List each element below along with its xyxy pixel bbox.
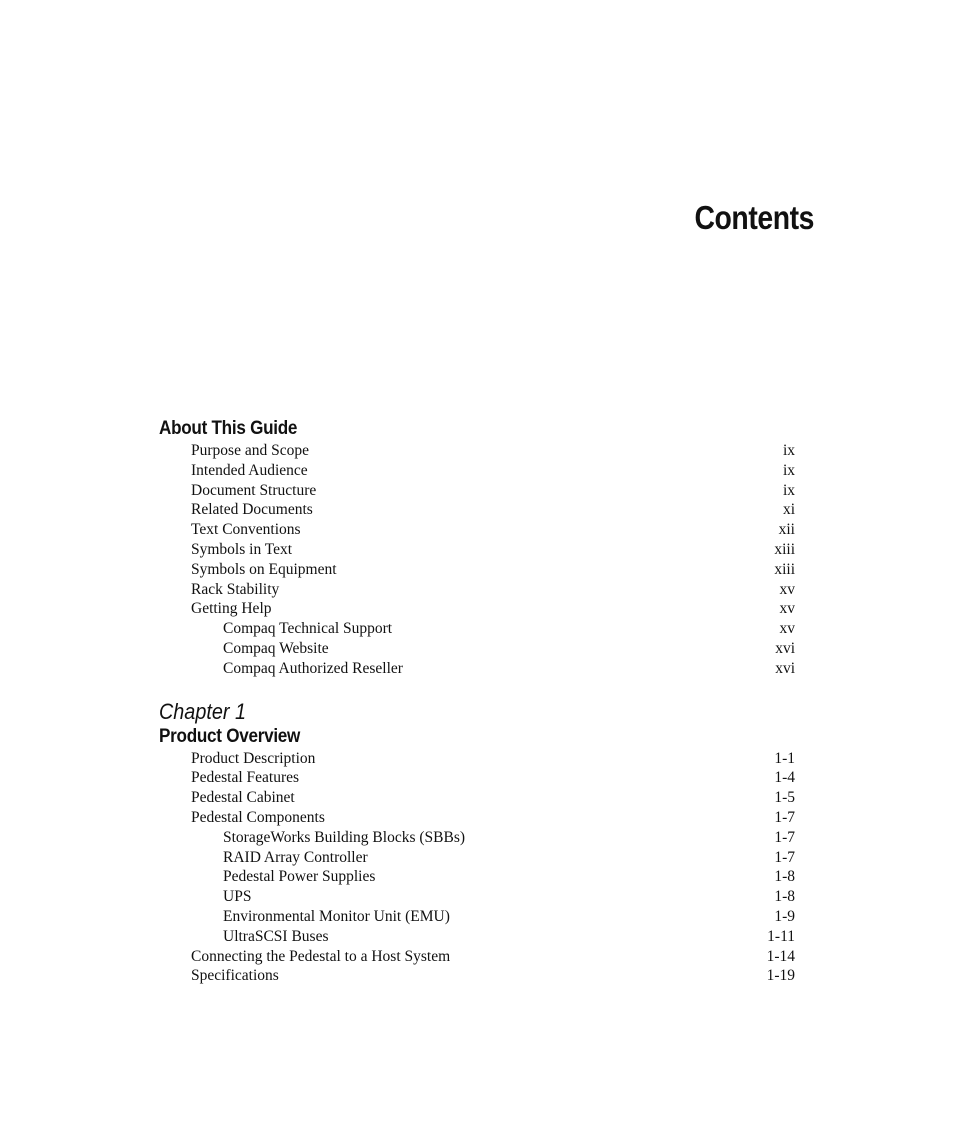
- toc-section-product-overview: [159, 699, 795, 987]
- toc-entry-page: 1-19: [766, 967, 795, 985]
- toc-entry-page: ix: [782, 461, 795, 479]
- toc-entry-label: Pedestal Cabinet: [191, 789, 295, 807]
- toc-entry-label: UltraSCSI Buses: [223, 927, 329, 945]
- toc-entry-page: xv: [779, 600, 795, 618]
- toc-entry[interactable]: [223, 659, 795, 679]
- toc-entry-page: xiii: [774, 540, 795, 558]
- toc-entry[interactable]: [191, 481, 795, 501]
- toc-entry-page: xii: [778, 521, 795, 539]
- section-heading: Product Overview: [159, 725, 301, 747]
- toc-entry-page: 1-7: [774, 808, 795, 826]
- toc-entry-page: ix: [782, 442, 795, 459]
- toc-entry-label: RAID Array Controller: [223, 848, 368, 866]
- toc-entry-label: Connecting the Pedestal to a Host System: [191, 947, 451, 965]
- toc-entry[interactable]: [223, 907, 795, 927]
- toc-entry-page: xiii: [774, 560, 795, 578]
- toc-entry[interactable]: [191, 520, 795, 540]
- toc-entry[interactable]: [223, 828, 795, 848]
- toc-entry[interactable]: [191, 966, 795, 986]
- page-title: Contents: [694, 199, 814, 236]
- toc-entry[interactable]: [191, 768, 795, 788]
- section-heading: About This Guide: [159, 418, 298, 439]
- toc-entry-page: xvi: [775, 659, 795, 677]
- toc-entry-label: StorageWorks Building Blocks (SBBs): [223, 828, 466, 846]
- toc-entry-list: [159, 441, 795, 679]
- toc-entry[interactable]: [191, 540, 795, 560]
- toc-entry[interactable]: [191, 500, 795, 520]
- toc-entry-list: [159, 749, 795, 987]
- toc-entry-label: Getting Help: [191, 600, 272, 618]
- toc-entry-page: 1-11: [767, 927, 795, 945]
- toc-entry-page: 1-7: [774, 828, 795, 846]
- toc-entry-label: Symbols in Text: [191, 540, 293, 558]
- toc-entry-label: Document Structure: [191, 481, 317, 499]
- toc-entry[interactable]: [191, 599, 795, 619]
- toc-section-about-this-guide: [159, 417, 795, 679]
- toc-entry[interactable]: [191, 788, 795, 808]
- toc-entry[interactable]: [223, 927, 795, 947]
- toc-entry[interactable]: [191, 749, 795, 769]
- toc-entry-label: Compaq Technical Support: [223, 620, 393, 638]
- toc-entry[interactable]: [223, 619, 795, 639]
- toc-entry[interactable]: [191, 560, 795, 580]
- toc-entry[interactable]: [191, 461, 795, 481]
- toc-entry-label: Pedestal Features: [191, 769, 300, 787]
- toc-entry-page: xi: [782, 501, 795, 519]
- toc-entry-label: Text Conventions: [191, 521, 301, 539]
- chapter-label: Chapter 1: [159, 698, 246, 724]
- toc-entry-page: 1-7: [774, 848, 795, 866]
- toc-entry[interactable]: [191, 580, 795, 600]
- table-of-contents: [159, 417, 795, 986]
- toc-entry-page: ix: [782, 481, 795, 499]
- toc-entry-page: 1-8: [774, 888, 795, 906]
- toc-entry[interactable]: [223, 639, 795, 659]
- toc-entry-label: Compaq Authorized Reseller: [223, 659, 403, 677]
- toc-entry-label: Compaq Website: [223, 639, 329, 657]
- toc-entry-page: 1-4: [774, 769, 795, 787]
- toc-entry-label: Specifications: [191, 967, 279, 985]
- toc-entry-page: 1-14: [766, 947, 795, 965]
- toc-entry[interactable]: [191, 441, 795, 461]
- toc-entry[interactable]: [191, 808, 795, 828]
- toc-entry[interactable]: [191, 947, 795, 967]
- toc-entry-page: 1-5: [774, 789, 795, 807]
- toc-entry-page: xv: [779, 580, 795, 598]
- toc-entry-page: xv: [779, 620, 795, 638]
- toc-entry-label: Pedestal Power Supplies: [223, 868, 376, 886]
- toc-entry-page: 1-1: [774, 749, 795, 767]
- toc-entry-label: Intended Audience: [191, 461, 308, 479]
- toc-entry[interactable]: [223, 848, 795, 868]
- toc-entry-page: 1-8: [774, 868, 795, 886]
- toc-entry-label: Related Documents: [191, 501, 313, 519]
- toc-entry-label: Environmental Monitor Unit (EMU): [223, 907, 450, 925]
- toc-entry-label: Product Description: [191, 749, 316, 767]
- toc-entry-label: UPS: [223, 888, 252, 906]
- toc-entry-page: xvi: [775, 639, 795, 657]
- toc-entry[interactable]: [223, 867, 795, 887]
- toc-entry-label: Purpose and Scope: [191, 442, 309, 459]
- toc-entry[interactable]: [223, 887, 795, 907]
- toc-entry-label: Symbols on Equipment: [191, 560, 337, 578]
- toc-entry-label: Pedestal Components: [191, 808, 325, 826]
- toc-entry-label: Rack Stability: [191, 580, 280, 598]
- toc-entry-page: 1-9: [774, 907, 795, 925]
